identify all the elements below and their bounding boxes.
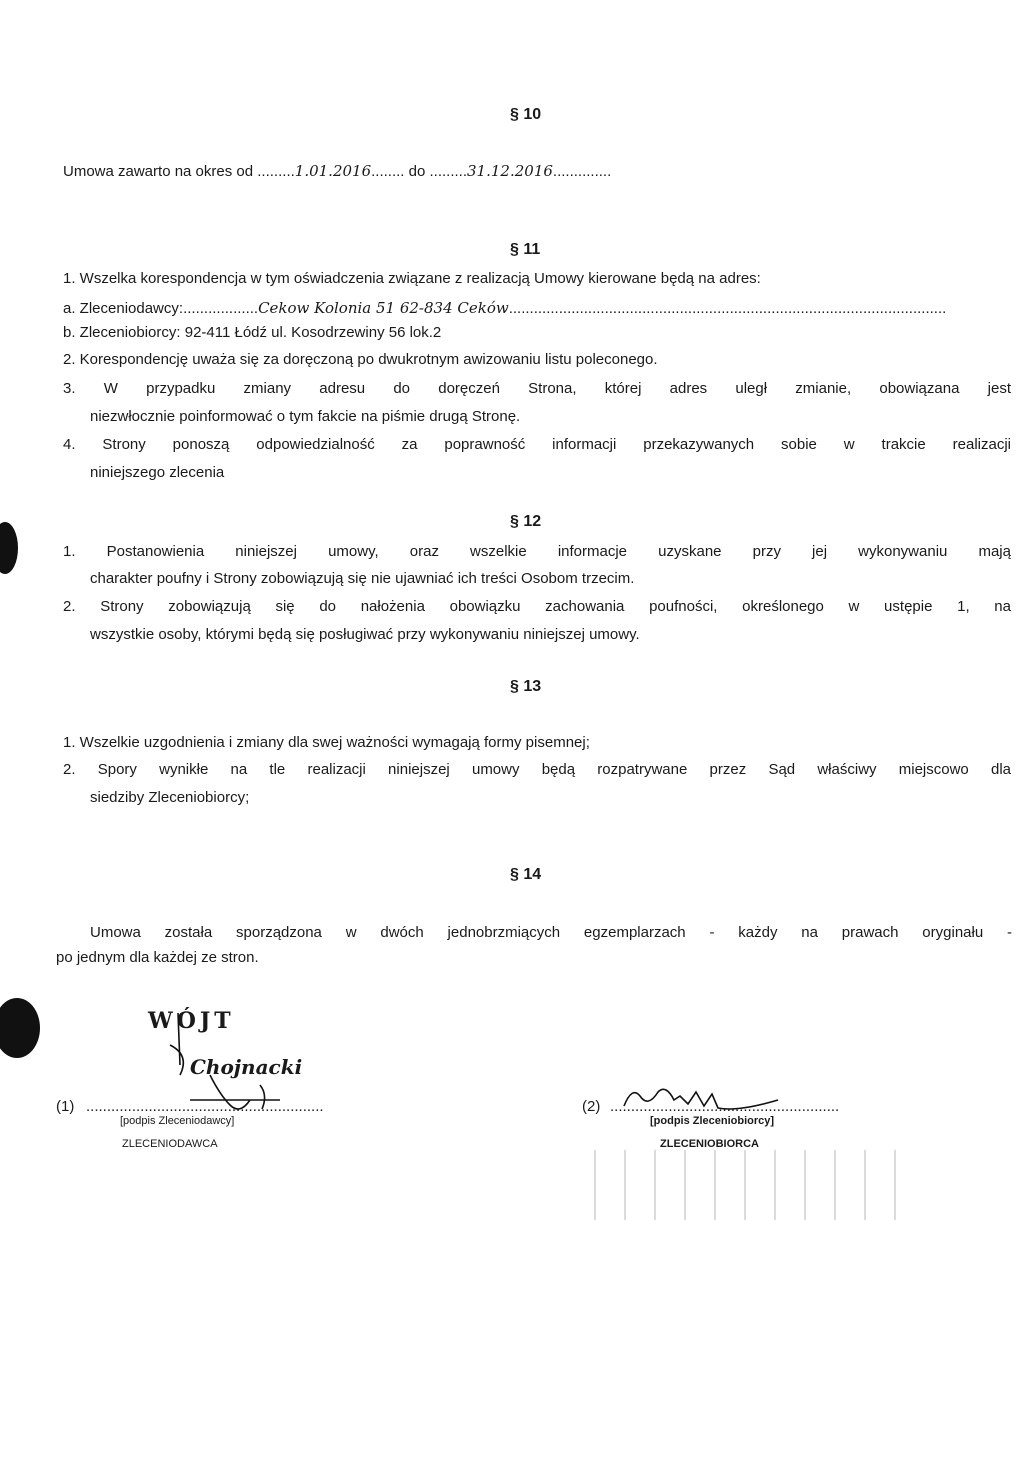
right-sign-dots: ....................................................... bbox=[610, 1098, 840, 1115]
s12-p2a: 2. Strony zobowiązują się do nałożenia obowiązku zachowania poufności, określonego w ustępie 1, na bbox=[63, 598, 1011, 615]
s13-p1: 1. Wszelkie uzgodnienia i zmiany dla swej ważności wymagają formy pisemnej; bbox=[63, 734, 590, 751]
s11-pa bbox=[63, 297, 1011, 320]
contract-term-line bbox=[63, 160, 611, 183]
punch-hole-top bbox=[0, 522, 18, 574]
s11-p3a: 3. W przypadku zmiany adresu do doręczeń Strona, której adres uległ zmianie, obowiązana jest bbox=[63, 380, 1011, 397]
right-stamp-residue bbox=[580, 1150, 900, 1220]
s14-p1a: Umowa została sporządzona w dwóch jednobrzmiących egzemplarzach - każdy na prawach oryginału - bbox=[90, 924, 1012, 941]
s11-pa-dots-2: ......................................................................................................... bbox=[508, 300, 947, 317]
left-sign-caption: [podpis Zleceniodawcy] bbox=[120, 1115, 235, 1127]
right-sign-caption: [podpis Zleceniobiorcy] bbox=[650, 1115, 775, 1127]
s11-pa-dots: .................. bbox=[183, 300, 259, 317]
stamp-title: WÓJT bbox=[148, 1008, 235, 1034]
term-dots-4: .............. bbox=[552, 163, 612, 180]
section-heading-11: § 11 bbox=[510, 241, 541, 258]
term-label: Umowa zawarto na okres od bbox=[63, 163, 254, 180]
s11-p2: 2. Korespondencję uważa się za doręczoną po dwukrotnym awizowaniu listu poleconego. bbox=[63, 351, 658, 368]
s11-pb: b. Zleceniobiorcy: 92-411 Łódź ul. Kosodrzewiny 56 lok.2 bbox=[63, 324, 442, 341]
term-dots-2: ........ bbox=[371, 163, 405, 180]
stamp-name: Chojnacki bbox=[190, 1055, 303, 1079]
term-dots-3: ......... bbox=[429, 163, 468, 180]
right-sign-role: ZLECENIOBIORCA bbox=[660, 1138, 759, 1150]
s12-p2b: wszystkie osoby, którymi będą się posługiwać przy wykonywaniu niniejszej umowy. bbox=[90, 626, 640, 643]
date-from: 1.01.2016 bbox=[294, 162, 372, 180]
left-sign-role: ZLECENIODAWCA bbox=[122, 1138, 218, 1150]
s11-p1: 1. Wszelka korespondencja w tym oświadczenia związane z realizacją Umowy kierowane będą na adres: bbox=[63, 270, 761, 287]
s11-p4b: niniejszego zlecenia bbox=[90, 464, 225, 481]
s12-p1b: charakter poufny i Strony zobowiązują się nie ujawniać ich treści Osobom trzecim. bbox=[90, 570, 635, 587]
section-heading-10: § 10 bbox=[510, 106, 542, 123]
section-heading-12: § 12 bbox=[510, 513, 542, 530]
left-sign-dots: ......................................................... bbox=[86, 1098, 324, 1115]
s13-p2a: 2. Spory wynikłe na tle realizacji niniejszej umowy będą rozpatrywane przez Sąd właściwy miejscowo dla bbox=[63, 761, 1011, 778]
section-heading-14: § 14 bbox=[510, 866, 542, 883]
s13-p2b: siedziby Zleceniobiorcy; bbox=[90, 789, 250, 806]
left-sign-num: (1) bbox=[56, 1098, 75, 1115]
term-mid: do bbox=[408, 163, 426, 180]
s11-p3b: niezwłocznie poinformować o tym fakcie na piśmie drugą Stronę. bbox=[90, 408, 521, 425]
punch-hole-bottom bbox=[0, 998, 40, 1058]
term-dots: ......... bbox=[257, 163, 295, 180]
s11-p4a: 4. Strony ponoszą odpowiedzialność za poprawność informacji przekazywanych sobie w trakcie realizacji bbox=[63, 436, 1011, 453]
s14-p1b: po jednym dla każdej ze stron. bbox=[56, 949, 259, 966]
s12-p1a: 1. Postanowienia niniejszej umowy, oraz wszelkie informacje uzyskane przy jej wykonywaniu mają bbox=[63, 543, 1011, 560]
date-to: 31.12.2016 bbox=[467, 162, 553, 180]
s11-pa-value: Cekow Kolonia 51 62-834 Ceków bbox=[258, 299, 509, 317]
section-heading-13: § 13 bbox=[510, 678, 542, 695]
s11-pa-label: a. Zleceniodawcy: bbox=[63, 300, 184, 317]
right-sign-num: (2) bbox=[582, 1098, 601, 1115]
